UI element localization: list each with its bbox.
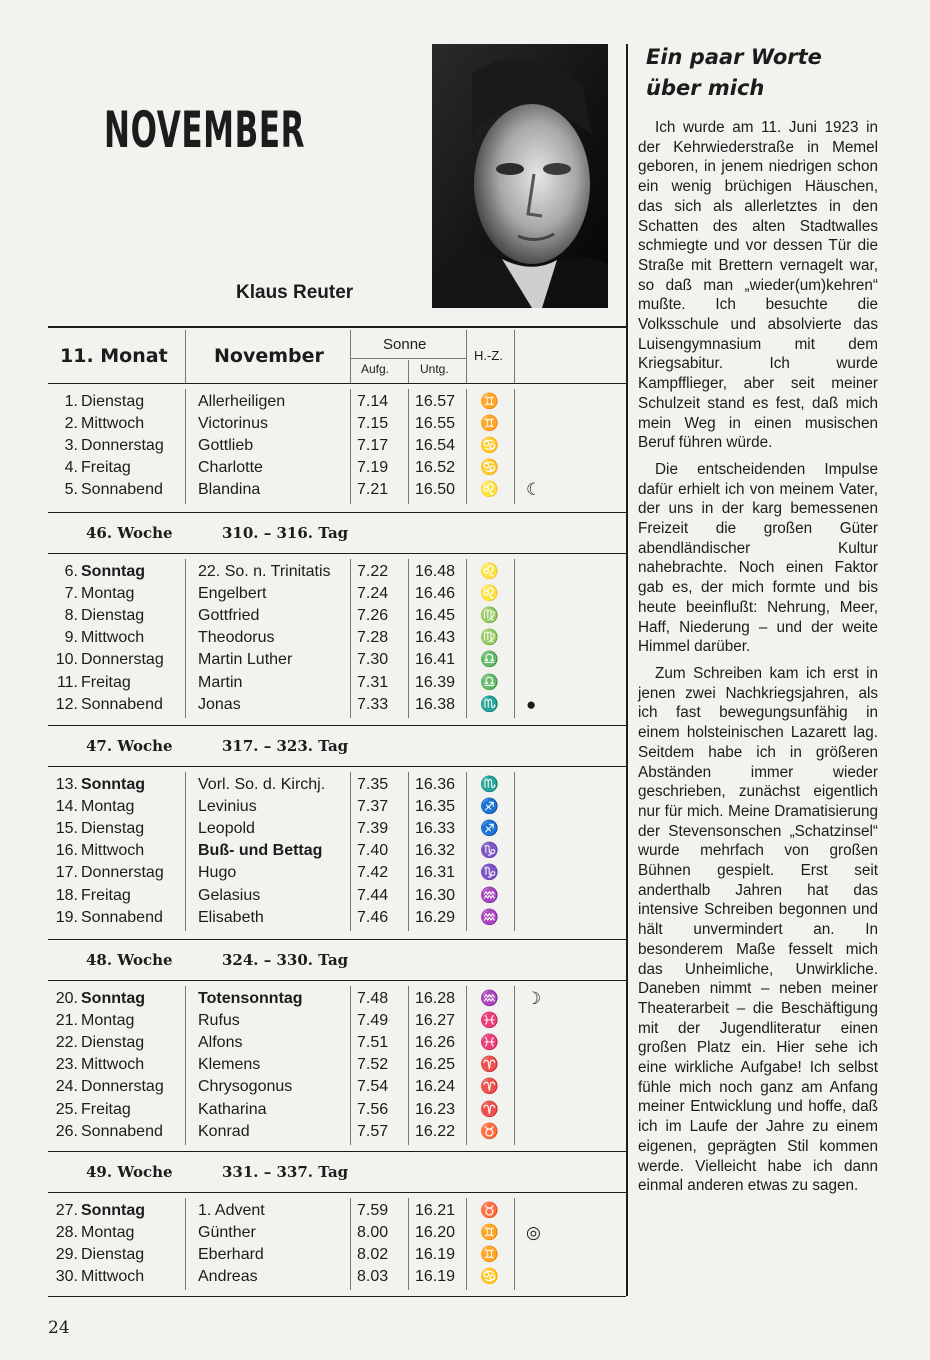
day-number: 17. <box>55 864 78 882</box>
sidebar-title <box>646 42 822 104</box>
zodiac-sign-icon: ♓ <box>480 1034 499 1052</box>
zodiac-sign-icon: ♒ <box>480 990 499 1007</box>
sunrise-time: 8.03 <box>357 1268 389 1286</box>
saint-name: Jonas <box>198 695 241 713</box>
column-line <box>466 330 467 384</box>
week-label: 47. Woche <box>86 737 173 755</box>
section-rule <box>48 939 626 940</box>
zodiac-sign-icon: ♉ <box>480 1122 499 1140</box>
zodiac-sign-icon: ♊ <box>480 1224 499 1242</box>
week-days: 324. – 330. Tag <box>222 951 349 969</box>
weekday: Donnerstag <box>81 864 164 882</box>
day-number: 21. <box>55 1012 78 1030</box>
saint-name: Elisabeth <box>198 908 264 926</box>
sunrise-time: 7.48 <box>357 990 389 1007</box>
week-label: 46. Woche <box>86 524 173 542</box>
day-number: 29. <box>55 1246 78 1264</box>
sunset-time: 16.55 <box>415 415 456 433</box>
day-number: 16. <box>55 842 78 860</box>
sidebar-paragraph: Die entscheidenden Impulse dafür erhielt ich von meinem Vater, der uns in der karg bemessenen Freizeit die großen Güter abendländischer Kultur nahebrachte. Noch einen Faktor gab es, der mich formte und bis heute beeinflußt: Nehrung, Meer, Haff, Niederung – und der weite Himmel darüber. <box>638 460 878 656</box>
saint-name: Levinius <box>198 798 257 816</box>
saint-name: Günther <box>198 1224 256 1242</box>
sunset-time: 16.26 <box>415 1034 456 1052</box>
table-row <box>0 1200 578 1222</box>
sunrise-time: 7.42 <box>357 864 389 882</box>
column-line <box>514 330 515 384</box>
sunrise-time: 7.40 <box>357 842 389 860</box>
table-row <box>0 435 578 457</box>
sunrise-time: 7.54 <box>357 1078 389 1096</box>
saint-name: Engelbert <box>198 585 267 603</box>
col-month-header: 11. Monat <box>60 345 168 367</box>
table-row <box>0 885 578 907</box>
section-rule <box>48 1192 626 1193</box>
day-number: 22. <box>55 1034 78 1052</box>
day-number: 4. <box>64 459 78 477</box>
sunset-time: 16.21 <box>415 1202 456 1219</box>
weekday: Sonntag <box>81 776 145 793</box>
weekday: Dienstag <box>81 820 145 838</box>
week-label: 48. Woche <box>86 951 173 969</box>
sunset-time: 16.24 <box>415 1078 456 1096</box>
weekday: Montag <box>81 1224 135 1242</box>
day-number: 10. <box>55 651 78 669</box>
day-number: 19. <box>55 908 78 926</box>
column-line <box>185 330 186 384</box>
zodiac-sign-icon: ♐ <box>480 798 499 816</box>
section-rule <box>48 980 626 981</box>
saint-name: Konrad <box>198 1122 250 1140</box>
table-row <box>0 1266 578 1288</box>
author-name: Klaus Reuter <box>236 282 354 303</box>
saint-name: Martin <box>198 673 243 691</box>
day-number: 28. <box>55 1224 78 1242</box>
sunset-time: 16.27 <box>415 1012 456 1030</box>
saint-name: Rufus <box>198 1012 240 1030</box>
day-number: 23. <box>55 1056 78 1074</box>
sunset-time: 16.46 <box>415 585 456 603</box>
sunset-time: 16.31 <box>415 864 456 882</box>
weekday: Freitag <box>81 886 131 904</box>
sunset-time: 16.28 <box>415 990 456 1007</box>
table-row <box>0 479 578 501</box>
zodiac-sign-icon: ♈ <box>480 1078 499 1096</box>
table-row <box>0 672 578 694</box>
sunset-time: 16.43 <box>415 629 456 647</box>
week-days: 310. – 316. Tag <box>222 524 349 542</box>
table-row <box>0 583 578 605</box>
saint-name: Theodorus <box>198 629 275 647</box>
zodiac-sign-icon: ♍ <box>480 629 499 647</box>
saint-name: Eberhard <box>198 1246 264 1264</box>
saint-name: Klemens <box>198 1056 261 1074</box>
zodiac-sign-icon: ♎ <box>480 651 499 669</box>
sidebar-text <box>638 118 878 1196</box>
day-number: 7. <box>64 585 78 603</box>
day-number: 26. <box>55 1122 78 1140</box>
table-row <box>0 627 578 649</box>
saint-name: Alfons <box>198 1034 243 1052</box>
weekday: Dienstag <box>81 1246 145 1264</box>
table-row <box>0 862 578 884</box>
table-top-rule <box>48 326 626 328</box>
week-days: 331. – 337. Tag <box>222 1163 349 1181</box>
section-rule <box>48 383 626 384</box>
sun-subheader-rule <box>350 358 466 359</box>
sunrise-time: 7.56 <box>357 1100 389 1118</box>
saint-name: Gottfried <box>198 607 260 625</box>
week-label: 49. Woche <box>86 1163 173 1181</box>
day-number: 9. <box>64 629 78 647</box>
sunrise-time: 7.52 <box>357 1056 389 1074</box>
column-divider <box>626 44 628 1296</box>
section-rule <box>48 1151 626 1152</box>
sunrise-time: 8.02 <box>357 1246 389 1264</box>
sunset-time: 16.35 <box>415 798 456 816</box>
weekday: Donnerstag <box>81 651 164 669</box>
table-row <box>0 413 578 435</box>
sunset-time: 16.50 <box>415 481 456 499</box>
zodiac-sign-icon: ♑ <box>480 842 499 860</box>
day-number: 6. <box>64 563 78 580</box>
col-name-header: November <box>214 345 324 367</box>
sunset-time: 16.19 <box>415 1246 456 1264</box>
weekday: Freitag <box>81 459 131 477</box>
sunset-time: 16.23 <box>415 1100 456 1118</box>
weekday: Donnerstag <box>81 1078 164 1096</box>
month-title: NOVEMBER <box>104 101 306 159</box>
sunrise-time: 7.15 <box>357 415 389 433</box>
day-number: 24. <box>55 1078 78 1096</box>
zodiac-sign-icon: ♌ <box>480 563 499 580</box>
zodiac-sign-icon: ♋ <box>480 1268 499 1286</box>
sunrise-time: 7.14 <box>357 393 389 410</box>
weekday: Sonnabend <box>81 908 163 926</box>
table-row <box>0 907 578 929</box>
zodiac-sign-icon: ♊ <box>480 393 499 410</box>
sidebar-paragraph: Ich wurde am 11. Juni 1923 in der Kehrwiederstraße in Memel geboren, in jenem niedrigen schon ein wenig brüchigen Häuschen, das sich als allerletztes in den Schatten des alten Stadtwalles schmiegte und vor dessen Tür die Straße mit Brettern vernagelt war, so daß man „wieder(um)kehren“ mußte. Ich besuchte die Volksschule und absolvierte das Luisengymnasium mit dem Kriegsabitur. Ich wurde Kampfflieger, aber seit meiner Schulzeit stand es fest, daß mich mein Weg in einen musischen Beruf führen würde. <box>638 119 878 452</box>
sunrise-time: 7.17 <box>357 437 389 455</box>
table-row <box>0 1076 578 1098</box>
zodiac-sign-icon: ♓ <box>480 1012 499 1030</box>
weekday: Dienstag <box>81 1034 145 1052</box>
day-number: 12. <box>55 695 78 713</box>
moon-phase-icon: ☽ <box>526 989 542 1008</box>
weekday: Montag <box>81 798 135 816</box>
sunrise-time: 8.00 <box>357 1224 389 1242</box>
sunrise-time: 7.59 <box>357 1202 389 1219</box>
col-set-header: Untg. <box>420 362 449 376</box>
column-line <box>350 330 351 384</box>
zodiac-sign-icon: ♈ <box>480 1100 499 1118</box>
zodiac-sign-icon: ♌ <box>480 585 499 603</box>
page-number: 24 <box>48 1318 70 1338</box>
day-number: 25. <box>55 1100 78 1118</box>
saint-name: Gottlieb <box>198 437 254 455</box>
weekday: Mittwoch <box>81 1268 145 1286</box>
sunrise-time: 7.26 <box>357 607 389 625</box>
section-rule <box>48 766 626 767</box>
saint-name: Martin Luther <box>198 651 293 669</box>
day-number: 11. <box>56 673 78 691</box>
zodiac-sign-icon: ♋ <box>480 459 499 477</box>
zodiac-sign-icon: ♏ <box>480 695 499 713</box>
table-row <box>0 1222 578 1244</box>
sunset-time: 16.22 <box>415 1122 456 1140</box>
sunrise-time: 7.49 <box>357 1012 389 1030</box>
weekday: Freitag <box>81 1100 131 1118</box>
saint-name: Blandina <box>198 481 261 499</box>
section-rule <box>48 512 626 513</box>
sunrise-time: 7.19 <box>357 459 389 477</box>
sunset-time: 16.54 <box>415 437 456 455</box>
table-row <box>0 1032 578 1054</box>
saint-name: Victorinus <box>198 415 268 433</box>
saint-name: Charlotte <box>198 459 263 477</box>
day-number: 20. <box>55 990 78 1007</box>
saint-name: Buß- und Bettag <box>198 842 323 860</box>
week-days: 317. – 323. Tag <box>222 737 349 755</box>
sunrise-time: 7.37 <box>357 798 389 816</box>
section-rule <box>48 725 626 726</box>
saint-name: Allerheiligen <box>198 393 286 410</box>
day-number: 2. <box>64 415 78 433</box>
col-rise-header: Aufg. <box>361 362 390 376</box>
sunrise-time: 7.44 <box>357 886 389 904</box>
sidebar-title-line2: über mich <box>646 76 765 100</box>
table-row <box>0 694 578 716</box>
zodiac-sign-icon: ♍ <box>480 607 499 625</box>
saint-name: Andreas <box>198 1268 258 1286</box>
day-number: 14. <box>55 798 78 816</box>
sunrise-time: 7.24 <box>357 585 389 603</box>
sunset-time: 16.32 <box>415 842 456 860</box>
table-row <box>0 818 578 840</box>
zodiac-sign-icon: ♊ <box>480 415 499 433</box>
day-number: 15. <box>55 820 78 838</box>
author-portrait <box>432 44 608 308</box>
zodiac-sign-icon: ♈ <box>480 1056 499 1074</box>
sunrise-time: 7.28 <box>357 629 389 647</box>
sunrise-time: 7.31 <box>357 673 389 691</box>
day-number: 13. <box>55 776 78 793</box>
weekday: Sonnabend <box>81 695 163 713</box>
moon-phase-icon: ◎ <box>526 1223 541 1243</box>
weekday: Freitag <box>81 673 131 691</box>
weekday: Mittwoch <box>81 415 145 433</box>
moon-phase-icon: ● <box>526 694 537 714</box>
column-line <box>408 360 409 384</box>
weekday: Sonnabend <box>81 481 163 499</box>
day-number: 8. <box>64 607 78 625</box>
day-number: 3. <box>64 437 78 455</box>
sunset-time: 16.19 <box>415 1268 456 1286</box>
col-hz-header: H.-Z. <box>474 348 503 363</box>
sunrise-time: 7.35 <box>357 776 389 793</box>
table-row <box>0 1244 578 1266</box>
sunset-time: 16.52 <box>415 459 456 477</box>
weekday: Mittwoch <box>81 842 145 860</box>
saint-name: Hugo <box>198 864 237 882</box>
sunrise-time: 7.30 <box>357 651 389 669</box>
table-row <box>0 1010 578 1032</box>
sunset-time: 16.25 <box>415 1056 456 1074</box>
sunrise-time: 7.22 <box>357 563 389 580</box>
weekday: Dienstag <box>81 393 145 410</box>
table-row <box>0 649 578 671</box>
day-number: 18. <box>55 886 78 904</box>
day-number: 27. <box>55 1202 78 1219</box>
saint-name: Leopold <box>198 820 255 838</box>
table-row <box>0 1099 578 1121</box>
moon-phase-icon: ☾ <box>526 480 542 500</box>
sunset-time: 16.57 <box>415 393 456 410</box>
table-row <box>0 561 578 583</box>
table-row <box>0 988 578 1010</box>
day-number: 1. <box>64 393 78 410</box>
sunrise-time: 7.39 <box>357 820 389 838</box>
saint-name: 1. Advent <box>198 1202 265 1219</box>
sunset-time: 16.38 <box>415 695 456 713</box>
section-rule <box>48 1296 626 1297</box>
sunset-time: 16.41 <box>415 651 456 669</box>
sidebar-title-line1: Ein paar Worte <box>646 45 822 69</box>
saint-name: Katharina <box>198 1100 267 1118</box>
weekday: Sonntag <box>81 990 145 1007</box>
col-sun-header: Sonne <box>383 336 427 353</box>
zodiac-sign-icon: ♌ <box>480 481 499 499</box>
sunrise-time: 7.33 <box>357 695 389 713</box>
weekday: Dienstag <box>81 607 145 625</box>
sunrise-time: 7.57 <box>357 1122 389 1140</box>
saint-name: Totensonntag <box>198 990 303 1007</box>
zodiac-sign-icon: ♒ <box>480 908 499 926</box>
sunset-time: 16.20 <box>415 1224 456 1242</box>
table-row <box>0 605 578 627</box>
zodiac-sign-icon: ♑ <box>480 864 499 882</box>
zodiac-sign-icon: ♏ <box>480 776 499 793</box>
table-row <box>0 796 578 818</box>
day-number: 5. <box>64 481 78 499</box>
sunrise-time: 7.21 <box>357 481 389 499</box>
sunset-time: 16.30 <box>415 886 456 904</box>
table-row <box>0 1054 578 1076</box>
saint-name: Gelasius <box>198 886 261 904</box>
sunset-time: 16.39 <box>415 673 456 691</box>
weekday: Donnerstag <box>81 437 164 455</box>
weekday: Sonntag <box>81 1202 145 1219</box>
sidebar-paragraph: Zum Schreiben kam ich erst in jenen zwei Nachkriegsjahren, als ich fast bewegungsunfähig in einem holsteinischen Lazarett lag. Seitdem habe ich in größeren Abständen immer wieder geschrieben, zunächst eigentlich nur für mich. Meine Dramatisierung der Stevensonschen „Schatzinsel“ wurde mehrfach von großen Bühnen gespielt. Erst seit anderthalb Jahren hat das intensive Schreiben begonnen und hält unvermindert an. In besonderem Maße fesselt mich das Unheimliche, Unwirkliche. Daneben nimmt – neben meiner Theaterarbeit – die Beschäftigung mit der Jugendliteratur einen großen Platz ein. Hier sehe ich eine wirkliche Aufgabe! Ich selbst fühle mich noch ganz am Anfang meiner Entwicklung und hoffe, daß ich im Laufe der Jahre zu einem eigenen, geprägten Stil kommen werde. Vielleicht habe ich dann einmal anderen etwas zu sagen. <box>638 664 878 1195</box>
zodiac-sign-icon: ♐ <box>480 820 499 838</box>
zodiac-sign-icon: ♎ <box>480 673 499 691</box>
weekday: Sonnabend <box>81 1122 163 1140</box>
day-number: 30. <box>55 1268 78 1286</box>
zodiac-sign-icon: ♒ <box>480 886 499 904</box>
saint-name: Vorl. So. d. Kirchj. <box>198 776 326 793</box>
sunset-time: 16.45 <box>415 607 456 625</box>
saint-name: 22. So. n. Trinitatis <box>198 563 331 580</box>
sunset-time: 16.33 <box>415 820 456 838</box>
sunset-time: 16.29 <box>415 908 456 926</box>
weekday: Mittwoch <box>81 1056 145 1074</box>
sunset-time: 16.48 <box>415 563 456 580</box>
table-row <box>0 774 578 796</box>
saint-name: Chrysogonus <box>198 1078 293 1096</box>
sunset-time: 16.36 <box>415 776 456 793</box>
zodiac-sign-icon: ♋ <box>480 437 499 455</box>
weekday: Mittwoch <box>81 629 145 647</box>
zodiac-sign-icon: ♉ <box>480 1202 499 1219</box>
section-rule <box>48 553 626 554</box>
sunrise-time: 7.51 <box>357 1034 389 1052</box>
weekday: Montag <box>81 1012 135 1030</box>
zodiac-sign-icon: ♊ <box>480 1246 499 1264</box>
weekday: Montag <box>81 585 135 603</box>
weekday: Sonntag <box>81 563 145 580</box>
sunrise-time: 7.46 <box>357 908 389 926</box>
table-row <box>0 1121 578 1143</box>
table-row <box>0 391 578 413</box>
table-row <box>0 840 578 862</box>
table-row <box>0 457 578 479</box>
